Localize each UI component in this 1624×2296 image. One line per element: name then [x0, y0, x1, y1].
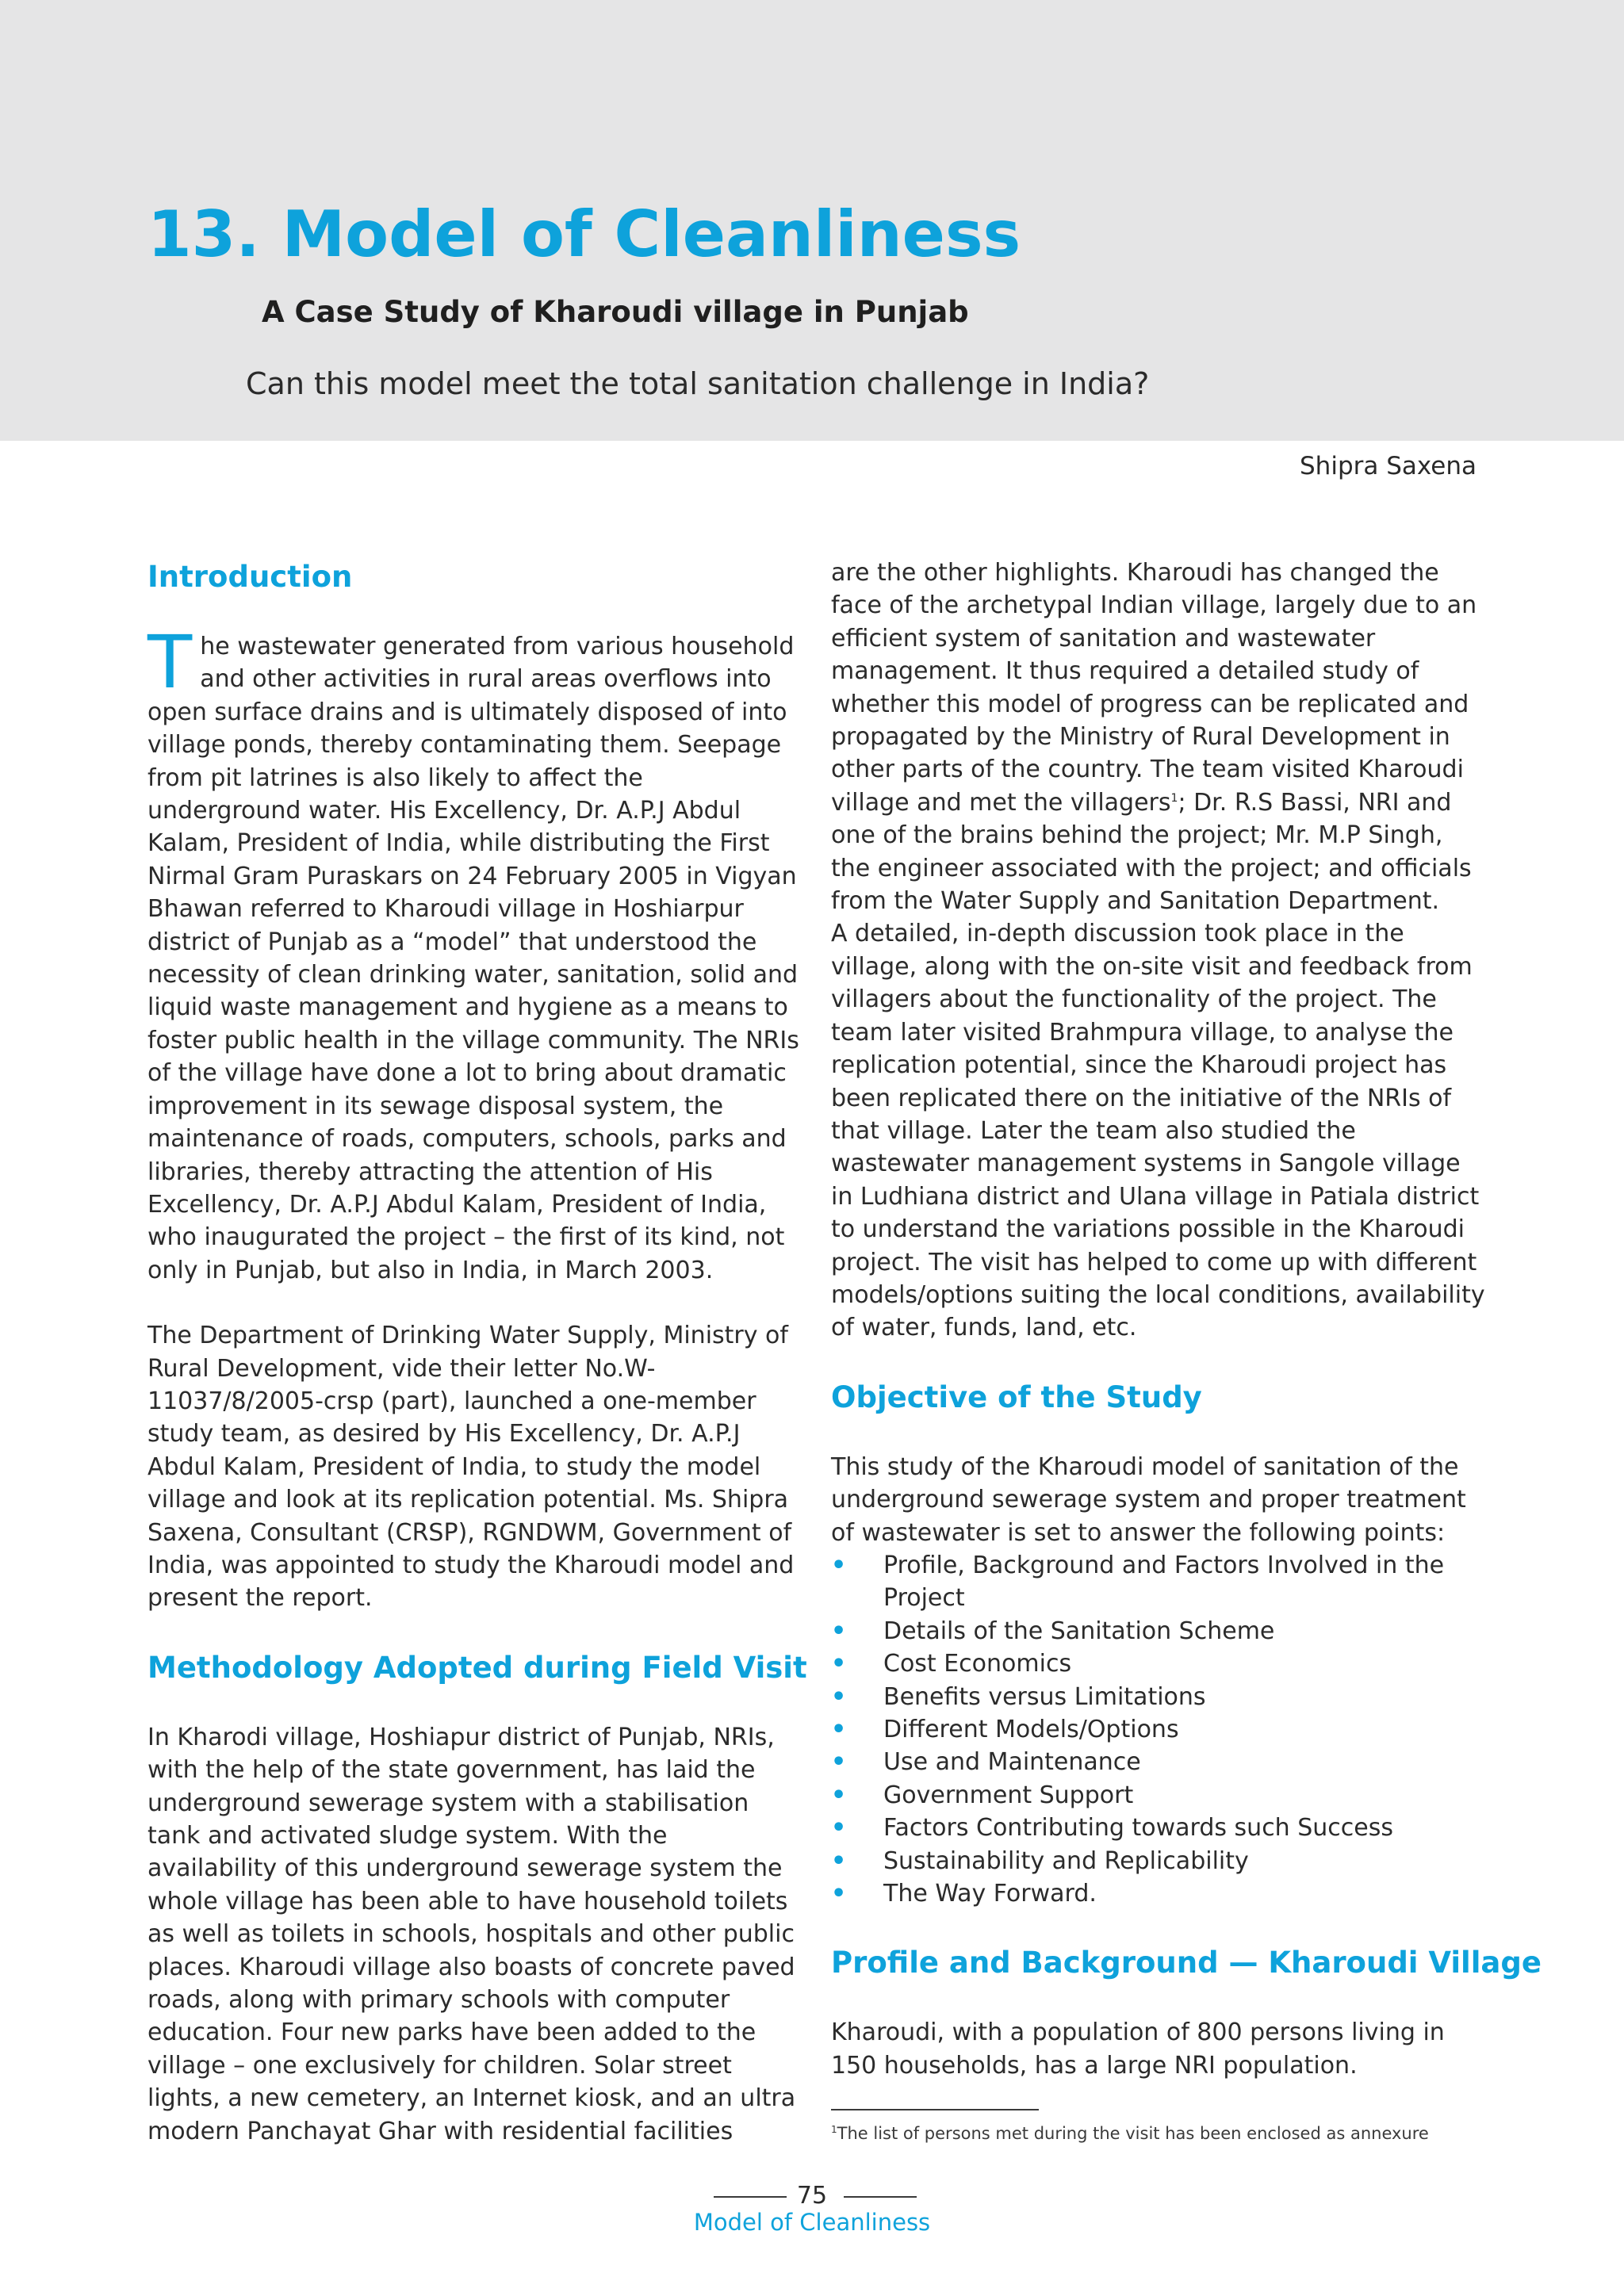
methodology-paragraph-1: In Kharodi village, Hoshiapur district of Punjab, NRIs, with the help of the state government, has laid the underground sewerage system with a stabilisation tank and activated sludge system. With the availability of this underground sewerage system the whole village has been able to have household toilets as well as toilets in schools, hospitals and other public places. Kharoudi village also boasts of concrete paved roads, along with primary schools with computer education. Four new parks have been added to the village – one exclusively for children. Solar street lights, a new cemetery, an Internet kiosk, and an ultra modern Panchayat Ghar with residential facilities [147, 1723, 796, 2145]
footnote-marker: 1 [831, 2124, 837, 2135]
list-item: • Cost Economics [831, 1647, 1486, 1680]
bullet-icon: • [831, 1650, 847, 1678]
running-footer-title: Model of Cleanliness [693, 2209, 931, 2236]
footnote [831, 2122, 1429, 2145]
list-item: • Different Models/Options [831, 1713, 1486, 1746]
footnote-reference: 1 [1170, 791, 1178, 805]
heading-objective: Objective of the Study [831, 1380, 1202, 1414]
page-number: 75 [796, 2182, 828, 2210]
list-item: • The Way Forward. [831, 1877, 1486, 1910]
list-item: • Profile, Background and Factors Involved in the Project [831, 1549, 1486, 1615]
heading-introduction: Introduction [147, 560, 353, 594]
intro-paragraph-2: The Department of Drinking Water Supply, Ministry of Rural Development, vide their letter No.W-11037/8/2005-crsp (part), launched a one-member study team, as desired by His Excellency, Dr. A.P.J Abdul Kalam, President of India, to study the model village and look at its replication potential. Ms. Shipra Saxena, Consultant (CRSP), RGNDWM, Government of India, was appointed to study the Kharoudi model and present the report. [147, 1322, 795, 1613]
subtitle: A Case Study of Kharoudi village in Punjab [262, 295, 969, 329]
list-item: • Benefits versus Limitations [831, 1681, 1486, 1713]
author-name: Shipra Saxena [1300, 452, 1477, 480]
list-item: • Factors Contributing towards such Success [831, 1812, 1486, 1844]
objective-intro: This study of the Kharoudi model of sanitation of the underground sewerage system and proper treatment of wastewater is set to answer the following points: [831, 1452, 1466, 1547]
guiding-question: Can this model meet the total sanitation challenge in India? [246, 366, 1150, 401]
intro-paragraph-1-text: he wastewater generated from various household and other activities in rural areas overflows into open surface drains and is ultimately disposed of into village ponds, thereby contaminating them. Seepage from pit latrines is also likely to affect the underground water. His Excellency, Dr. A.P.J Abdul Kalam, President of India, while distributing the First Nirmal Gram Puraskars on 24 February 2005 in Vigyan Bhawan referred to Kharoudi village in Hoshiarpur district of Punjab as a “model” that understood the necessity of clean drinking water, sanitation, solid and liquid waste management and hygiene as a means to foster public health in the village community. The NRIs of the village have done a lot to bring about dramatic improvement in its sewage disposal system, the maintenance of roads, computers, schools, parks and libraries, thereby attracting the attention of His Excellency, Dr. A.P.J Abdul Kalam, President of India, who inaugurated the project – the first of its kind, not only in Punjab, but also in India, in March 2003. [147, 633, 799, 1284]
bullet-icon: • [831, 1846, 847, 1875]
methodology-continued-text-b: ; Dr. R.S Bassi, NRI and one of the brains behind the project; Mr. M.P Singh, the engineer associated with the project; and officials from the Water Supply and Sanitation Department. [831, 788, 1472, 916]
intro-paragraph-1 [147, 620, 802, 1287]
drop-cap: T [147, 620, 193, 705]
bullet-icon: • [831, 1781, 847, 1809]
heading-profile: Profile and Background — Kharoudi Village [831, 1946, 1542, 1980]
bullet-icon: • [831, 1814, 847, 1843]
list-item: • Details of the Sanitation Scheme [831, 1615, 1486, 1647]
bullet-icon: • [831, 1748, 847, 1777]
methodology-paragraph-2: A detailed, in-depth discussion took place in the village, along with the on-site visit and feedback from villagers about the functionality of the project. The team later visited Brahmpura village, to analyse the replication potential, since the Kharoudi project has been replicated there on the initiative of the NRIs of that village. Later the team also studied the wastewater management systems in Sangole village in Ludhiana district and Ulana village in Patiala district to understand the variations possible in the Kharoudi project. The visit has helped to come up with different models/options suiting the local conditions, availability of water, funds, land, etc. [831, 920, 1485, 1342]
left-column [147, 557, 807, 2148]
bullet-icon: • [831, 1617, 847, 1645]
bullet-icon: • [831, 1716, 847, 1743]
methodology-continued-text-a: are the other highlights. Kharoudi has changed the face of the archetypal Indian village, largely due to an efficient system of sanitation and wastewater management. It thus required a detailed study of whether this model of progress can be replicated and propagated by the Ministry of Rural Development in other parts of the country. The team visited Kharoudi village and met the villagers [831, 559, 1477, 817]
list-item: • Sustainability and Replicability [831, 1845, 1486, 1877]
chapter-title: 13. Model of Cleanliness [147, 197, 1021, 271]
footnote-divider [831, 2109, 1039, 2110]
list-item: • Use and Maintenance [831, 1746, 1486, 1778]
bullet-icon: • [831, 1551, 847, 1579]
bullet-icon: • [831, 1880, 847, 1908]
objective-points-list [831, 1549, 1486, 1910]
footnote-text: The list of persons met during the visit has been enclosed as annexure [837, 2124, 1429, 2143]
list-item: • Government Support [831, 1779, 1486, 1812]
page-number-rule-right [844, 2196, 917, 2198]
bullet-icon: • [831, 1682, 847, 1711]
heading-methodology: Methodology Adopted during Field Visit [147, 1650, 807, 1685]
profile-paragraph-1: Kharoudi, with a population of 800 persons living in 150 households, has a large NRI population. [831, 2019, 1445, 2080]
right-column [831, 557, 1542, 2082]
methodology-paragraph-1-continued [831, 557, 1486, 917]
